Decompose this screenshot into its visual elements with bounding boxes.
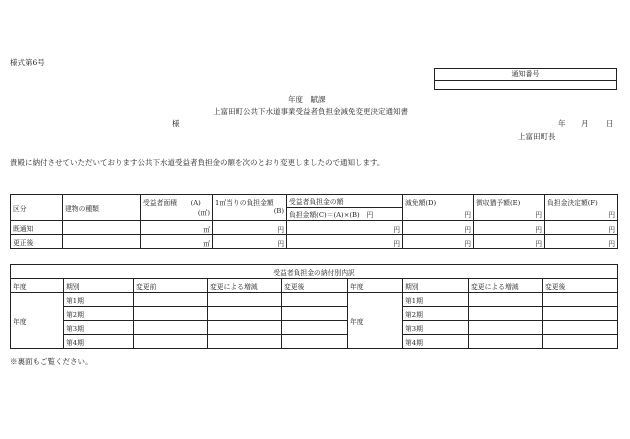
header-period-left: 期別 <box>64 279 134 293</box>
building-type-cell[interactable] <box>63 221 141 235</box>
notice-number-box <box>434 68 617 90</box>
payment-breakdown-table <box>10 264 618 349</box>
change-left-cell[interactable] <box>208 307 282 321</box>
after-right-cell[interactable] <box>543 307 618 321</box>
date-year: 年 <box>558 119 566 128</box>
header-category: 区分 <box>11 195 63 221</box>
header-year-left: 年度 <box>11 279 64 293</box>
after-right-cell[interactable] <box>543 293 618 307</box>
intro-text: 貴殿に納付させていただいております公共下水道受益者負担金の額を次のとおり変更しましたので通知します。 <box>10 158 385 167</box>
footnote: ※裏面もご覧ください。 <box>10 357 93 366</box>
row-label: 既通知 <box>11 221 63 235</box>
change-left-cell[interactable] <box>208 293 282 307</box>
exemption-unit: 円 <box>464 240 471 248</box>
change-left-cell[interactable] <box>208 335 282 349</box>
rate-unit: 円 <box>277 240 284 248</box>
rate-cell[interactable] <box>213 221 287 235</box>
period-left-cell: 第2期 <box>64 307 134 321</box>
header-building-type: 建物の種類 <box>63 195 141 221</box>
area-unit: ㎡ <box>203 240 210 248</box>
header-final <box>545 195 618 221</box>
period-right-cell: 第4期 <box>403 335 469 349</box>
table-row <box>11 235 618 249</box>
date-month: 月 <box>581 119 589 128</box>
rate-cell[interactable] <box>213 235 287 249</box>
before-cell[interactable] <box>134 293 208 307</box>
header-rate-label: 1㎡当りの負担金額 <box>215 199 274 207</box>
period-left-cell: 第1期 <box>64 293 134 307</box>
exemption-cell[interactable] <box>403 235 474 249</box>
building-type-cell[interactable] <box>63 235 141 249</box>
table-row <box>11 307 618 321</box>
period-right-cell: 第3期 <box>403 321 469 335</box>
table-row <box>11 221 618 235</box>
form-number: 様式第6号 <box>10 58 45 67</box>
header-deferred-unit: 円 <box>535 211 542 219</box>
exemption-unit: 円 <box>464 226 471 234</box>
rate-unit: 円 <box>277 226 284 234</box>
after-left-cell[interactable] <box>282 307 348 321</box>
header-area-unit: (㎡) <box>197 209 210 217</box>
header-deferred-label: 徴収猶予額(E) <box>476 199 521 207</box>
header-period-right: 期別 <box>403 279 469 293</box>
header-year-right: 年度 <box>348 279 403 293</box>
amount-unit: 円 <box>393 226 400 234</box>
assessment-table <box>10 194 618 249</box>
header-amount-group: 受益者負担金の額 <box>287 195 403 208</box>
period-left-cell: 第4期 <box>64 335 134 349</box>
amount-unit: 円 <box>393 240 400 248</box>
header-exemption-label: 減免額(D) <box>405 199 437 207</box>
change-right-cell[interactable] <box>469 307 543 321</box>
period-left-cell: 第3期 <box>64 321 134 335</box>
date-day: 日 <box>606 119 614 128</box>
header-exemption <box>403 195 474 221</box>
header-final-label: 負担金決定額(F) <box>547 199 598 207</box>
header-final-unit: 円 <box>608 211 615 219</box>
final-cell[interactable] <box>545 235 618 249</box>
before-cell[interactable] <box>134 335 208 349</box>
deferred-unit: 円 <box>535 226 542 234</box>
fiscal-year-line: 年度 賦課 <box>288 95 326 104</box>
header-area-label: 受益者面積 (A) <box>143 199 201 207</box>
header-change-right: 変更による増減 <box>469 279 543 293</box>
amount-cell[interactable] <box>287 221 403 235</box>
area-cell[interactable] <box>141 221 213 235</box>
header-deferred <box>474 195 545 221</box>
year-left-cell: 年度 <box>11 293 64 349</box>
header-rate <box>213 195 287 221</box>
header-before: 変更前 <box>134 279 208 293</box>
after-left-cell[interactable] <box>282 321 348 335</box>
document-title: 上富田町公共下水道事業受益者負担金減免変更決定通知書 <box>213 107 408 116</box>
year-right-cell: 年度 <box>348 293 403 349</box>
issuer-name: 上富田町長 <box>518 132 556 141</box>
final-unit: 円 <box>608 240 615 248</box>
row-label: 更正後 <box>11 235 63 249</box>
header-after-right: 変更後 <box>543 279 618 293</box>
before-cell[interactable] <box>134 321 208 335</box>
after-right-cell[interactable] <box>543 321 618 335</box>
table-row <box>11 335 618 349</box>
breakdown-header-row <box>11 279 618 293</box>
table-row <box>11 321 618 335</box>
area-unit: ㎡ <box>203 226 210 234</box>
change-right-cell[interactable] <box>469 321 543 335</box>
period-right-cell: 第2期 <box>403 307 469 321</box>
notice-number-label: 通知番号 <box>435 69 616 81</box>
amount-cell[interactable] <box>287 235 403 249</box>
period-right-cell: 第1期 <box>403 293 469 307</box>
exemption-cell[interactable] <box>403 221 474 235</box>
breakdown-title: 受益者負担金の納付別内訳 <box>11 265 618 279</box>
header-rate-code: (B) <box>273 207 284 215</box>
deferred-cell[interactable] <box>474 221 545 235</box>
addressee-honorific: 様 <box>172 119 180 128</box>
final-unit: 円 <box>608 226 615 234</box>
after-left-cell[interactable] <box>282 293 348 307</box>
header-area <box>141 195 213 221</box>
after-right-cell[interactable] <box>543 335 618 349</box>
header-change-left: 変更による増減 <box>208 279 282 293</box>
deferred-cell[interactable] <box>474 235 545 249</box>
change-right-cell[interactable] <box>469 293 543 307</box>
table-row <box>11 293 618 307</box>
after-left-cell[interactable] <box>282 335 348 349</box>
deferred-unit: 円 <box>535 240 542 248</box>
header-after-left: 変更後 <box>282 279 348 293</box>
header-exemption-unit: 円 <box>464 211 471 219</box>
final-cell[interactable] <box>545 221 618 235</box>
area-cell[interactable] <box>141 235 213 249</box>
before-cell[interactable] <box>134 307 208 321</box>
change-left-cell[interactable] <box>208 321 282 335</box>
header-amount-formula: 負担金額(C)＝(A)×(B) 円 <box>287 208 403 221</box>
change-right-cell[interactable] <box>469 335 543 349</box>
